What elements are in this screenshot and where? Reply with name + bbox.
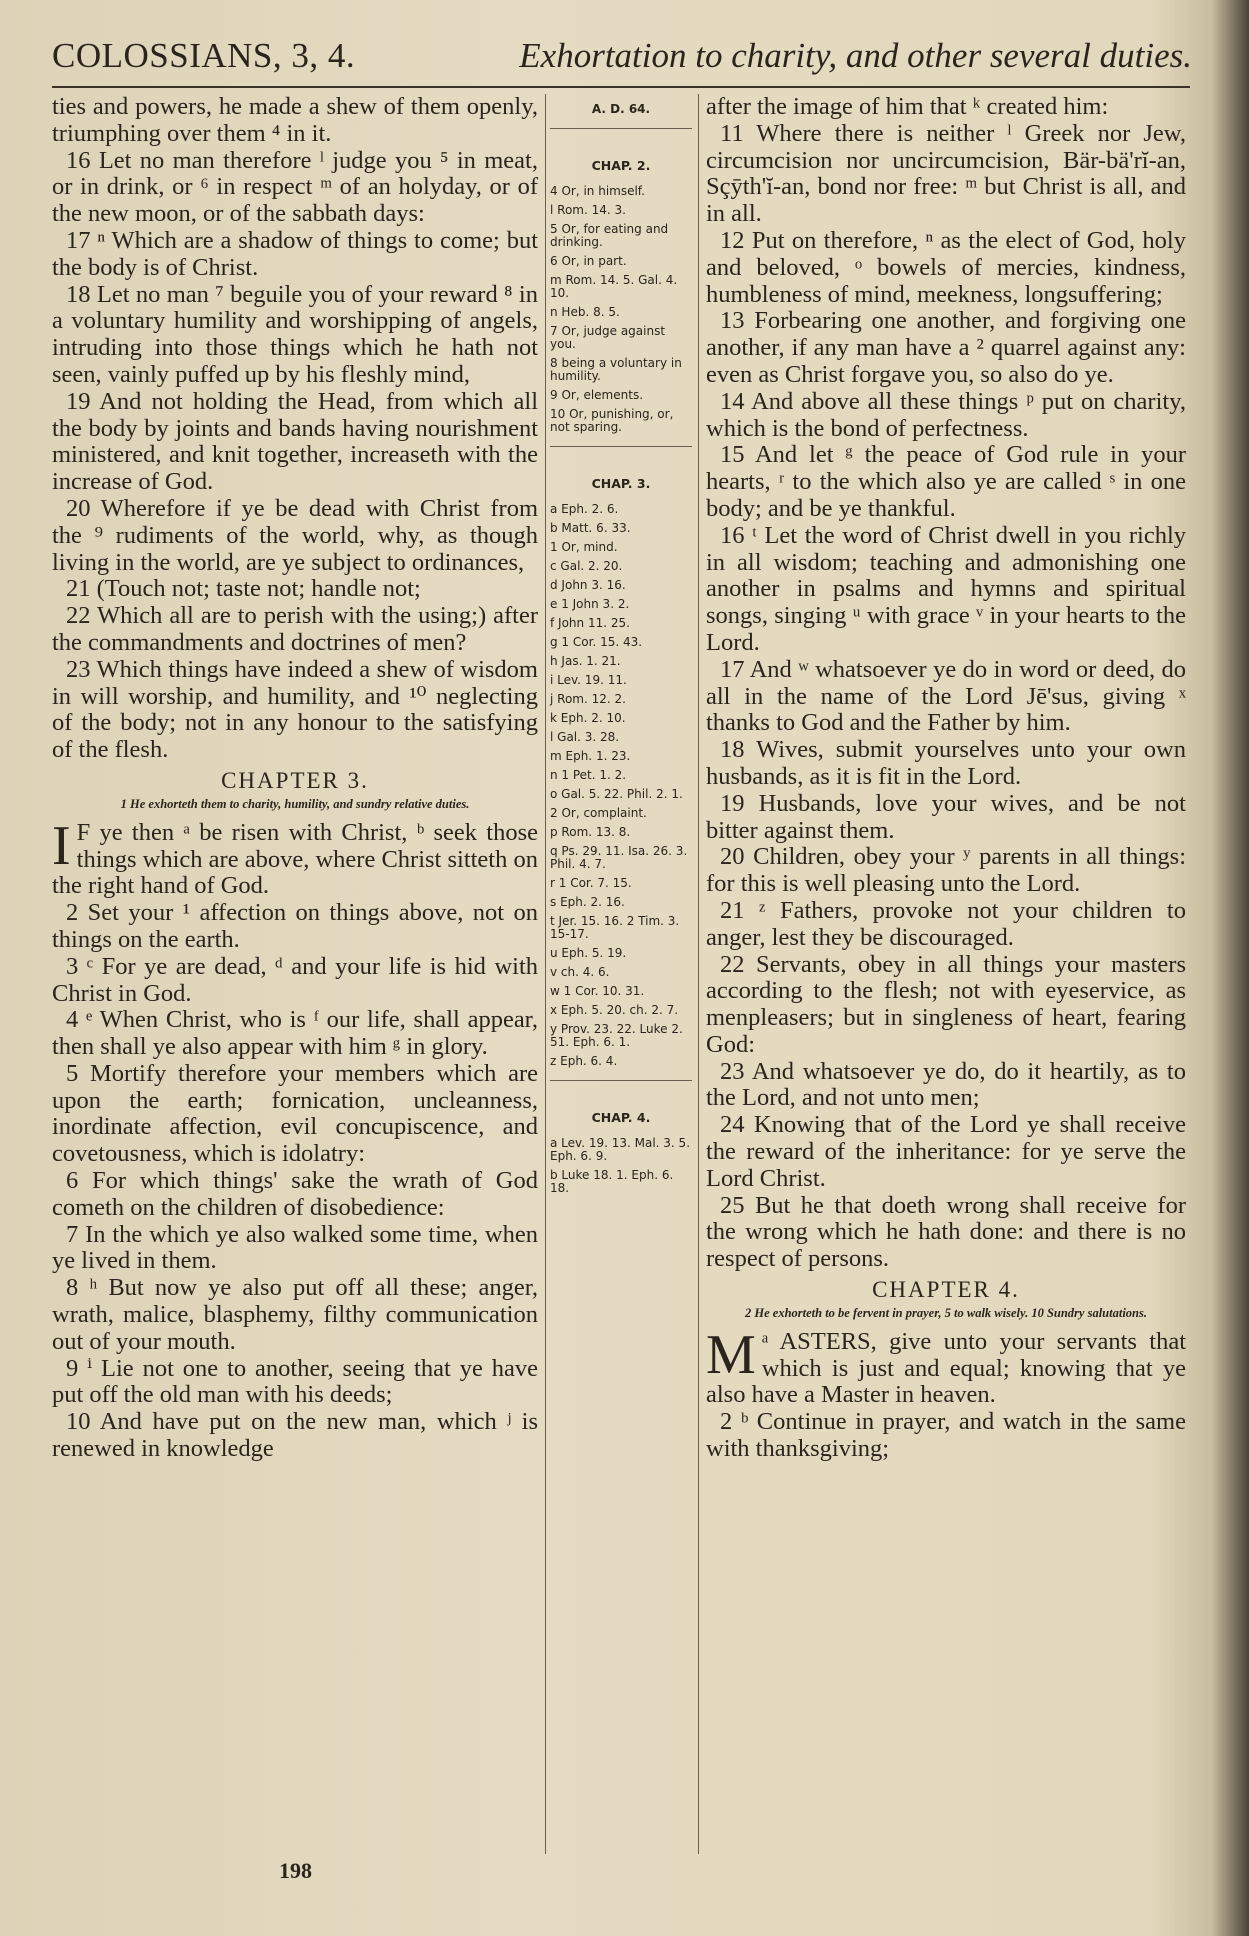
right-verses-before (706, 94, 1186, 1273)
header-rule (52, 86, 1190, 88)
verse-paragraph: 15 And let ᵍ the peace of God rule in your hearts, ʳ to the which also ye are called ˢ in one body; and be ye thankful. (706, 441, 1186, 522)
cross-reference: l Gal. 3. 28. (550, 730, 620, 744)
verse-paragraph: 23 Which things have indeed a shew of wisdom in will worship, and humility, and ¹⁰ neglecting of the body; not in any honour to the satisfying of the flesh. (52, 655, 538, 764)
cross-reference: m Eph. 1. 23. (550, 749, 631, 763)
verse-paragraph: 18 Wives, submit yourselves unto your own husbands, as it is fit in the Lord. (706, 736, 1186, 790)
cross-reference: b Luke 18. 1. Eph. 6. 18. (550, 1168, 674, 1195)
verse-paragraph: 19 Husbands, love your wives, and be not bitter against them. (706, 789, 1186, 844)
cross-reference: 2 Or, complaint. (550, 806, 647, 820)
cross-reference: v ch. 4. 6. (550, 965, 610, 979)
cross-reference: y Prov. 23. 22. Luke 2. 51. Eph. 6. 1. (550, 1022, 683, 1049)
verse-paragraph: 13 Forbearing one another, and forgiving one another, if any man have a ² quarrel against any: even as Christ forgave you, so also do ye. (706, 307, 1186, 388)
cross-reference: q Ps. 29. 11. Isa. 26. 3. Phil. 4. 7. (550, 844, 688, 871)
cross-reference: n Heb. 8. 5. (550, 305, 620, 319)
cross-reference: 6 Or, in part. (550, 254, 627, 268)
drop-cap: M (706, 1323, 756, 1386)
verse-paragraph: 2 Set your ¹ affection on things above, not on things on the earth. (52, 899, 538, 953)
verse-paragraph: 5 Mortify therefore your members which are upon the earth; fornication, uncleanness, inordinate affection, evil concupiscence, and covetousness, which is idolatry: (52, 1059, 538, 1168)
cross-reference: u Eph. 5. 19. (550, 946, 627, 960)
verse-text: F ye then ᵃ be risen with Christ, ᵇ seek those things which are above, where Christ sitteth on the right hand of God. (52, 818, 538, 900)
cross-reference: j Rom. 12. 2. (550, 692, 626, 706)
verse-paragraph: 24 Knowing that of the Lord ye shall receive the reward of the inheritance: for ye serve the Lord Christ. (706, 1111, 1186, 1192)
verse-paragraph: 20 Children, obey your ʸ parents in all things: for this is well pleasing unto the Lord. (706, 843, 1186, 898)
verse-paragraph: 21 ᶻ Fathers, provoke not your children to anger, lest they be discouraged. (706, 896, 1186, 951)
verse-paragraph: 14 And above all these things ᵖ put on charity, which is the bond of perfectness. (706, 387, 1186, 442)
cross-reference: t Jer. 15. 16. 2 Tim. 3. 15-17. (550, 914, 680, 941)
cross-reference: l Rom. 14. 3. (550, 203, 626, 217)
cross-reference: 5 Or, for eating and drinking. (550, 222, 669, 249)
verse-paragraph: 25 But he that doeth wrong shall receive for the wrong which he hath done: and there is no respect of persons. (706, 1191, 1186, 1273)
verse-paragraph: 3 ᶜ For ye are dead, ᵈ and your life is hid with Christ in God. (52, 952, 538, 1007)
verse-paragraph: 9 ⁱ Lie not one to another, seeing that ye have put off the old man with his deeds; (52, 1354, 538, 1409)
cross-reference: o Gal. 5. 22. Phil. 2. 1. (550, 787, 683, 801)
cross-reference: n 1 Pet. 1. 2. (550, 768, 627, 782)
verse-paragraph: after the image of him that ᵏ created him: (706, 93, 1109, 120)
chapter-3-summary: 1 He exhorteth them to charity, humility, and sundry relative duties. (120, 796, 470, 811)
drop-cap: I (52, 814, 71, 877)
chapter-3-verse-1 (52, 814, 538, 900)
cross-reference: b Matt. 6. 33. (550, 521, 631, 535)
verse-paragraph: 16 ᵗ Let the word of Christ dwell in you richly in all wisdom; teaching and admonishing one another in psalms and hymns and spiritual songs, singing ᵘ with grace ᵛ in your hearts to the Lord. (706, 521, 1186, 656)
verse-paragraph: 23 And whatsoever ye do, do it heartily, as to the Lord, and not unto men; (706, 1057, 1186, 1112)
right-verses-after (706, 1409, 1186, 1463)
running-header (52, 36, 1192, 86)
cross-reference: k Eph. 2. 10. (550, 711, 626, 725)
verse-paragraph: 12 Put on therefore, ⁿ as the elect of God, holy and beloved, ᵒ bowels of mercies, kindness, humbleness of mind, meekness, longsuffering; (706, 226, 1186, 308)
cross-reference: m Rom. 14. 5. Gal. 4. 10. (550, 273, 678, 300)
cross-reference: a Lev. 19. 13. Mal. 3. 5. Eph. 6. 9. (550, 1136, 691, 1163)
page-subtitle: Exhortation to charity, and other several duties. (519, 36, 1192, 75)
reference-chapter-heading: CHAP. 4. (591, 1110, 651, 1125)
verse-paragraph: 21 (Touch not; taste not; handle not; (66, 575, 421, 603)
left-verses-after (52, 900, 538, 1463)
date-rule (550, 128, 692, 129)
cross-reference: 10 Or, punishing, or, not sparing. (550, 407, 674, 434)
chapter-4-heading: CHAPTER 4. (872, 1277, 1020, 1303)
column-divider-left (545, 94, 546, 1854)
cross-reference: f John 11. 25. (550, 616, 630, 630)
reference-chapter-heading: CHAP. 2. (591, 158, 651, 173)
verse-paragraph: 22 Which all are to perish with the using;) after the commandments and doctrines of men? (52, 602, 538, 656)
verse-paragraph: 4 ᵉ When Christ, who is ᶠ our life, shall appear, then shall ye also appear with him ᵍ in glory. (52, 1006, 538, 1061)
cross-reference-column (550, 94, 692, 1201)
cross-reference: i Lev. 19. 11. (550, 673, 627, 687)
cross-reference: r 1 Cor. 7. 15. (550, 876, 632, 890)
page-number: 198 (279, 1858, 312, 1883)
book-title: COLOSSIANS, 3, 4. (52, 36, 356, 75)
cross-reference: 1 Or, mind. (550, 540, 618, 554)
verse-paragraph: ties and powers, he made a shew of them openly, triumphing over them ⁴ in it. (52, 93, 538, 147)
cross-reference: p Rom. 13. 8. (550, 825, 631, 839)
cross-reference: d John 3. 16. (550, 578, 626, 592)
cross-reference: 9 Or, elements. (550, 388, 644, 402)
cross-reference: z Eph. 6. 4. (550, 1054, 618, 1068)
cross-reference: e 1 John 3. 2. (550, 597, 630, 611)
cross-reference: g 1 Cor. 15. 43. (550, 635, 643, 649)
cross-reference: a Eph. 2. 6. (550, 502, 619, 516)
cross-reference: w 1 Cor. 10. 31. (550, 984, 645, 998)
cross-reference: c Gal. 2. 20. (550, 559, 623, 573)
section-rule (550, 1080, 692, 1081)
section-rule (550, 446, 692, 447)
cross-reference: 8 being a voluntary in humility. (550, 356, 682, 383)
verse-text: ᵃ ASTERS, give unto your servants that which is just and equal; knowing that ye also have a Master in heaven. (706, 1327, 1186, 1409)
column-divider-right (698, 94, 699, 1854)
verse-paragraph: 22 Servants, obey in all things your masters according to the flesh; not with eyeservice, as menpleasers; but in singleness of heart, fearing God: (706, 950, 1186, 1058)
left-text-column (52, 94, 538, 1463)
reference-sections (550, 159, 692, 1195)
cross-reference: 4 Or, in himself. (550, 184, 645, 198)
verse-paragraph: 6 For which things' sake the wrath of God cometh on the children of disobedience: (52, 1167, 538, 1221)
cross-reference: x Eph. 5. 20. ch. 2. 7. (550, 1003, 679, 1017)
verse-paragraph: 17 ⁿ Which are a shadow of things to come; but the body is of Christ. (52, 226, 538, 281)
chapter-4-verse-1 (706, 1323, 1186, 1409)
verse-paragraph: 2 ᵇ Continue in prayer, and watch in the same with thanksgiving; (706, 1408, 1186, 1463)
verse-paragraph: 8 ʰ But now ye also put off all these; anger, wrath, malice, blasphemy, filthy communication out of your mouth. (52, 1274, 538, 1355)
verse-paragraph: 16 Let no man therefore ˡ judge you ⁵ in meat, or in drink, or ⁶ in respect ᵐ of an holyday, or of the new moon, or of the sabbath days: (52, 146, 538, 228)
left-verses-before (52, 94, 538, 764)
verse-paragraph: 10 And have put on the new man, which ʲ is renewed in knowledge (52, 1408, 538, 1463)
verse-paragraph: 11 Where there is neither ˡ Greek nor Jew, circumcision nor uncircumcision, Bär-bä'rĭ-an, Sçȳth'ĭ-an, bond nor free: ᵐ but Christ is all, and in all. (706, 119, 1186, 228)
chapter-4-summary: 2 He exhorteth to be fervent in prayer, 5 to walk wisely. 10 Sundry salutations. (745, 1305, 1147, 1320)
verse-paragraph: 20 Wherefore if ye be dead with Christ from the ⁹ rudiments of the world, why, as though living in the world, are ye subject to ordinances, (52, 494, 538, 576)
cross-reference: s Eph. 2. 16. (550, 895, 625, 909)
reference-chapter-heading: CHAP. 3. (591, 476, 651, 491)
chapter-3-heading: CHAPTER 3. (221, 767, 369, 793)
verse-paragraph: 19 And not holding the Head, from which all the body by joints and bands having nourishment ministered, and knit together, increaseth with the increase of God. (52, 387, 538, 496)
verse-paragraph: 7 In the which ye also walked some time, when ye lived in them. (52, 1220, 538, 1275)
verse-paragraph: 17 And ʷ whatsoever ye do in word or deed, do all in the name of the Lord Jē'sus, giving ˣ thanks to God and the Father by him. (706, 655, 1186, 737)
cross-reference: 7 Or, judge against you. (550, 324, 666, 351)
cross-reference: h Jas. 1. 21. (550, 654, 621, 668)
date-label: A. D. 64. (591, 102, 651, 116)
verse-paragraph: 18 Let no man ⁷ beguile you of your reward ⁸ in a voluntary humility and worshipping of angels, intruding into those things which he hath not seen, vainly puffed up by his fleshly mind, (52, 280, 538, 388)
right-text-column (706, 94, 1186, 1463)
